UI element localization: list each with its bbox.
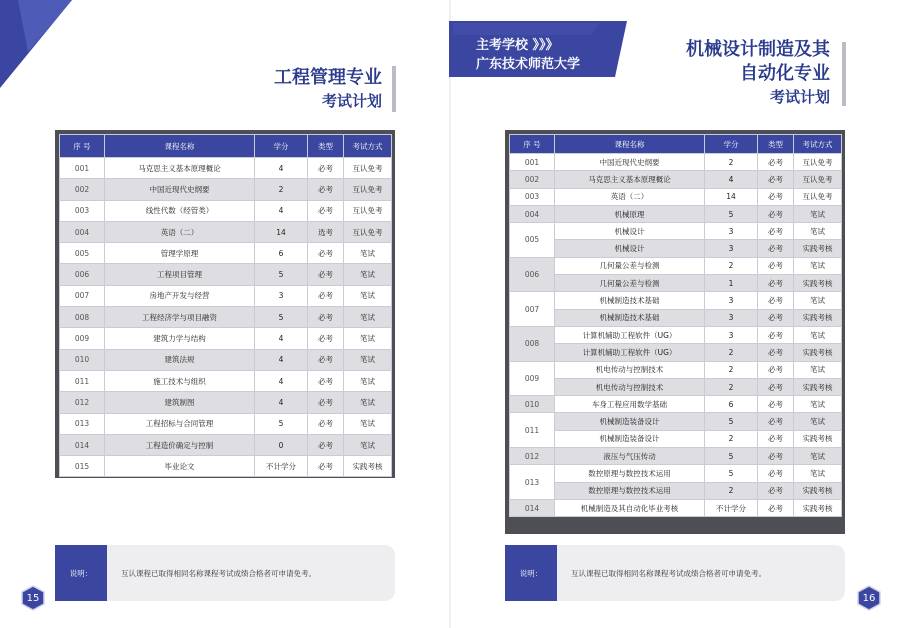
type-cell: 必考 [308,456,344,477]
course-name-cell: 线性代数（经管类） [105,200,255,221]
type-cell: 必考 [758,154,794,171]
course-name-cell: 工程经济学与项目融资 [105,307,255,328]
table-row [510,344,842,361]
course-name-cell: 机械制造装备设计 [555,430,705,447]
exam-cell: 实践考核 [794,275,842,292]
course-name-cell: 机械原理 [555,205,705,222]
course-name-cell: 建筑法规 [105,349,255,370]
course-name-cell: 英语（二） [555,188,705,205]
table-row [510,396,842,413]
header-cell: 类型 [308,135,344,158]
course-name-cell: 机械制造及其自动化毕业考核 [555,499,705,516]
exam-cell: 笔试 [344,328,392,349]
note-text: 互认课程已取得相同名称课程考试成绩合格者可申请免考。 [571,568,766,578]
exam-cell: 笔试 [794,326,842,343]
credit-cell: 6 [255,243,308,264]
header-cell: 考试方式 [794,135,842,154]
seq-cell: 010 [510,396,555,413]
badge-line1: 主考学校 》》》 [476,38,559,53]
credit-cell: 3 [255,285,308,306]
table-row [510,188,842,205]
seq-cell: 007 [510,292,555,327]
type-cell: 必考 [758,344,794,361]
type-cell: 必考 [758,465,794,482]
credit-cell: 5 [705,465,758,482]
table-header-row [510,135,842,154]
type-cell: 必考 [758,396,794,413]
exam-cell: 实践考核 [794,499,842,516]
course-name-cell: 管理学原理 [105,243,255,264]
credit-cell: 4 [255,370,308,391]
credit-cell: 5 [705,205,758,222]
credit-cell: 4 [255,392,308,413]
table-row [510,257,842,274]
credit-cell: 不计学分 [255,456,308,477]
type-cell: 必考 [308,264,344,285]
type-cell: 必考 [758,413,794,430]
seq-cell: 008 [510,326,555,361]
seq-cell: 003 [510,188,555,205]
seq-cell: 012 [60,392,105,413]
exam-cell: 实践考核 [794,378,842,395]
type-cell: 必考 [308,307,344,328]
table-row [510,430,842,447]
course-name-cell: 数控原理与数控技术运用 [555,482,705,499]
header-cell: 学分 [255,135,308,158]
course-name-cell: 马克思主义基本原理概论 [105,158,255,179]
exam-cell: 互认免考 [344,158,392,179]
seq-cell: 001 [510,154,555,171]
type-cell: 必考 [308,413,344,434]
type-cell: 必考 [308,179,344,200]
credit-cell: 4 [705,171,758,188]
type-cell: 选考 [308,221,344,242]
course-name-cell: 机械制造技术基础 [555,292,705,309]
exam-cell: 互认免考 [794,188,842,205]
course-name-cell: 马克思主义基本原理概论 [555,171,705,188]
type-cell: 必考 [758,448,794,465]
right-note [505,545,845,601]
right-title-line2: 自动化专业 [740,63,830,84]
table-row [510,361,842,378]
exam-cell: 笔试 [794,465,842,482]
type-cell: 必考 [758,482,794,499]
credit-cell: 5 [255,413,308,434]
exam-cell: 互认免考 [794,154,842,171]
credit-cell: 不计学分 [705,499,758,516]
seq-cell: 009 [60,328,105,349]
course-name-cell: 几何量公差与检测 [555,275,705,292]
page-number: 15 [26,592,40,604]
seq-cell: 015 [60,456,105,477]
type-cell: 必考 [758,257,794,274]
exam-cell: 实践考核 [344,456,392,477]
course-name-cell: 建筑制图 [105,392,255,413]
seq-cell: 011 [510,413,555,448]
table-row [510,326,842,343]
header-cell: 考试方式 [344,135,392,158]
seq-cell: 012 [510,448,555,465]
seq-cell: 003 [60,200,105,221]
credit-cell: 2 [705,378,758,395]
table-row [60,370,392,391]
course-name-cell: 英语（二） [105,221,255,242]
credit-cell: 3 [705,326,758,343]
exam-cell: 笔试 [344,434,392,455]
credit-cell: 2 [705,344,758,361]
exam-cell: 笔试 [794,257,842,274]
table-row [510,413,842,430]
exam-cell: 笔试 [344,307,392,328]
type-cell: 必考 [308,370,344,391]
seq-cell: 010 [60,349,105,370]
credit-cell: 3 [705,223,758,240]
table-row [60,285,392,306]
exam-cell: 笔试 [794,361,842,378]
course-name-cell: 车身工程应用数学基础 [555,396,705,413]
table-row [60,243,392,264]
type-cell: 必考 [758,188,794,205]
seq-cell: 006 [510,257,555,292]
table-header-row [60,135,392,158]
badge-line2: 广东技术师范大学 [476,57,581,72]
course-name-cell: 中国近现代史纲要 [105,179,255,200]
table-row [60,413,392,434]
table-row [510,275,842,292]
exam-cell: 实践考核 [794,309,842,326]
seq-cell: 013 [510,465,555,500]
type-cell: 必考 [758,292,794,309]
left-title-line2: 考试计划 [321,92,382,110]
left-title-bar [392,66,396,112]
credit-cell: 5 [705,448,758,465]
course-name-cell: 中国近现代史纲要 [555,154,705,171]
seq-cell: 008 [60,307,105,328]
type-cell: 必考 [758,361,794,378]
table-row [510,205,842,222]
page-number-badge [856,585,882,611]
seq-cell: 013 [60,413,105,434]
table-row [510,378,842,395]
exam-cell: 互认免考 [344,221,392,242]
right-title-bar [842,42,846,106]
credit-cell: 2 [705,430,758,447]
course-name-cell: 计算机辅助工程软件（UG） [555,344,705,361]
type-cell: 必考 [758,499,794,516]
exam-cell: 互认免考 [344,200,392,221]
type-cell: 必考 [308,328,344,349]
page-number-badge [20,585,46,611]
course-name-cell: 液压与气压传动 [555,448,705,465]
table-row [510,240,842,257]
type-cell: 必考 [308,243,344,264]
credit-cell: 3 [705,309,758,326]
table-row [60,158,392,179]
table-row [60,349,392,370]
left-note [55,545,395,601]
credit-cell: 2 [255,179,308,200]
course-name-cell: 机械设计 [555,240,705,257]
exam-cell: 笔试 [344,285,392,306]
course-name-cell: 工程项目管理 [105,264,255,285]
header-cell: 序 号 [60,135,105,158]
type-cell: 必考 [758,205,794,222]
course-name-cell: 毕业论文 [105,456,255,477]
type-cell: 必考 [758,240,794,257]
exam-cell: 互认免考 [344,179,392,200]
credit-cell: 6 [705,396,758,413]
left-title-line1: 工程管理专业 [274,67,382,88]
table-row [60,434,392,455]
exam-cell: 实践考核 [794,240,842,257]
exam-cell: 笔试 [794,205,842,222]
table-row [60,392,392,413]
credit-cell: 2 [705,154,758,171]
left-course-table [55,130,395,478]
seq-cell: 002 [510,171,555,188]
right-course-table [505,130,845,534]
header-cell: 类型 [758,135,794,154]
header-cell: 序 号 [510,135,555,154]
seq-cell: 014 [510,499,555,516]
type-cell: 必考 [758,326,794,343]
type-cell: 必考 [758,275,794,292]
table-row [510,482,842,499]
exam-cell: 笔试 [794,223,842,240]
left-title [274,66,382,112]
credit-cell: 2 [705,257,758,274]
seq-cell: 004 [510,205,555,222]
exam-cell: 互认免考 [794,171,842,188]
seq-cell: 006 [60,264,105,285]
course-name-cell: 机电传动与控制技术 [555,361,705,378]
right-title-line1: 机械设计制造及其 [686,39,830,60]
table-row [60,328,392,349]
course-name-cell: 计算机辅助工程软件（UG） [555,326,705,343]
seq-cell: 005 [510,223,555,258]
exam-cell: 笔试 [794,396,842,413]
credit-cell: 14 [705,188,758,205]
right-title-line3: 考试计划 [769,88,830,106]
table-row [510,171,842,188]
exam-cell: 笔试 [344,349,392,370]
course-name-cell: 建筑力学与结构 [105,328,255,349]
type-cell: 必考 [758,223,794,240]
type-cell: 必考 [308,392,344,413]
credit-cell: 5 [255,307,308,328]
type-cell: 必考 [758,430,794,447]
course-name-cell: 机械设计 [555,223,705,240]
type-cell: 必考 [758,378,794,395]
table-row [60,456,392,477]
credit-cell: 3 [705,292,758,309]
seq-cell: 009 [510,361,555,396]
table-row [510,465,842,482]
table-row [60,221,392,242]
corner-decoration [0,0,80,90]
credit-cell: 5 [705,413,758,430]
credit-cell: 4 [255,158,308,179]
credit-cell: 5 [255,264,308,285]
course-name-cell: 施工技术与组织 [105,370,255,391]
note-label: 说明： [55,545,107,601]
exam-cell: 笔试 [794,292,842,309]
seq-cell: 007 [60,285,105,306]
course-name-cell: 几何量公差与检测 [555,257,705,274]
exam-cell: 实践考核 [794,482,842,499]
table-row [60,200,392,221]
table-row [510,309,842,326]
note-label: 说明： [505,545,557,601]
table-row [510,448,842,465]
table-row [60,307,392,328]
seq-cell: 004 [60,221,105,242]
credit-cell: 4 [255,349,308,370]
table-row [510,292,842,309]
right-title [686,38,830,108]
header-cell: 课程名称 [555,135,705,154]
table-row [510,154,842,171]
type-cell: 必考 [758,171,794,188]
course-name-cell: 机械制造技术基础 [555,309,705,326]
table-row [510,499,842,516]
exam-cell: 实践考核 [794,430,842,447]
seq-cell: 014 [60,434,105,455]
course-name-cell: 数控原理与数控技术运用 [555,465,705,482]
course-name-cell: 工程造价确定与控制 [105,434,255,455]
seq-cell: 011 [60,370,105,391]
type-cell: 必考 [758,309,794,326]
exam-cell: 笔试 [344,243,392,264]
exam-cell: 笔试 [794,413,842,430]
type-cell: 必考 [308,434,344,455]
seq-cell: 005 [60,243,105,264]
credit-cell: 2 [705,361,758,378]
credit-cell: 3 [705,240,758,257]
exam-cell: 笔试 [344,392,392,413]
credit-cell: 0 [255,434,308,455]
header-cell: 学分 [705,135,758,154]
credit-cell: 14 [255,221,308,242]
exam-cell: 笔试 [344,413,392,434]
table-row [510,223,842,240]
type-cell: 必考 [308,200,344,221]
page-number: 16 [862,592,876,604]
type-cell: 必考 [308,158,344,179]
course-name-cell: 机电传动与控制技术 [555,378,705,395]
credit-cell: 4 [255,328,308,349]
exam-cell: 实践考核 [794,344,842,361]
credit-cell: 1 [705,275,758,292]
exam-cell: 笔试 [794,448,842,465]
right-page [450,0,900,628]
seq-cell: 001 [60,158,105,179]
exam-cell: 笔试 [344,370,392,391]
course-name-cell: 机械制造装备设计 [555,413,705,430]
course-name-cell: 工程招标与合同管理 [105,413,255,434]
credit-cell: 2 [705,482,758,499]
type-cell: 必考 [308,285,344,306]
table-row [60,179,392,200]
table-row [60,264,392,285]
course-name-cell: 房地产开发与经营 [105,285,255,306]
type-cell: 必考 [308,349,344,370]
seq-cell: 002 [60,179,105,200]
credit-cell: 4 [255,200,308,221]
note-text: 互认课程已取得相同名称课程考试成绩合格者可申请免考。 [121,568,316,578]
exam-cell: 笔试 [344,264,392,285]
header-cell: 课程名称 [105,135,255,158]
